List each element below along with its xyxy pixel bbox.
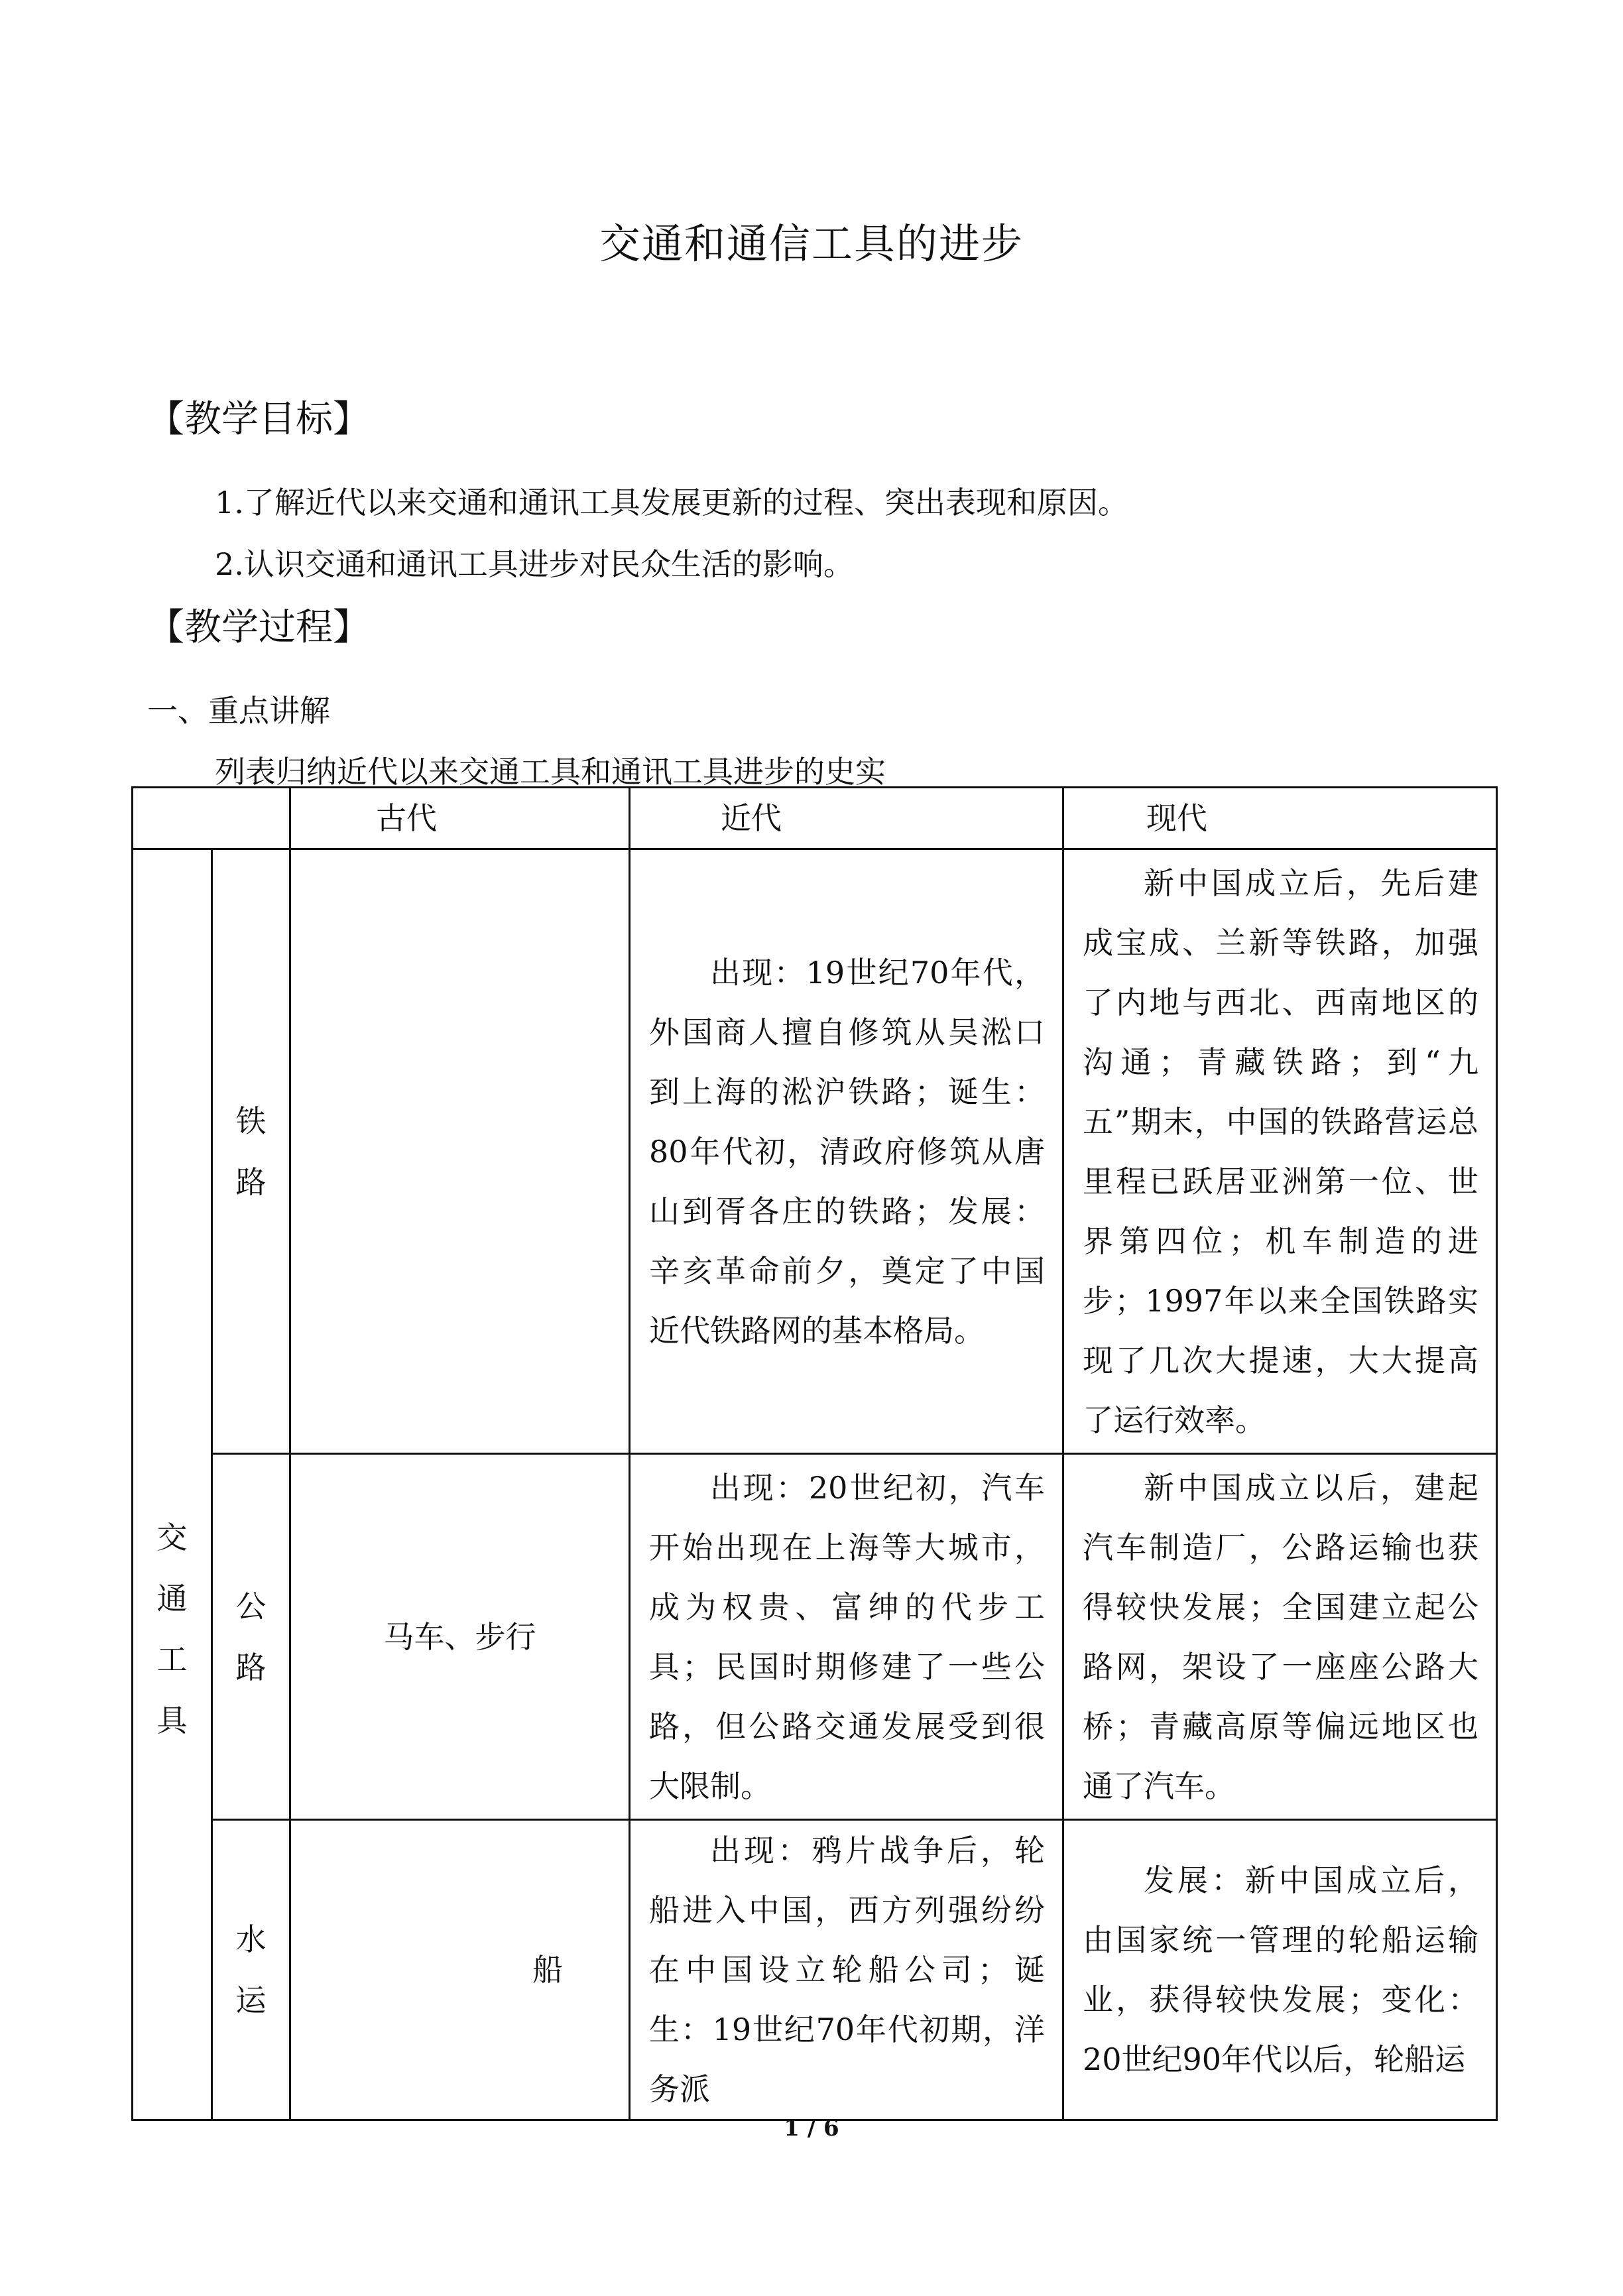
row-label-cell xyxy=(212,1454,290,1820)
header-ancient: 古代 xyxy=(290,788,630,849)
objective-item: 1.了解近代以来交通和通讯工具发展更新的过程、突出表现和原因。 xyxy=(215,485,1128,520)
section-heading-objectives: 【教学目标】 xyxy=(147,398,370,441)
contemporary-cell: 新中国成立以后，建起汽车制造厂，公路运输也获得较快发展；全国建立起公路网，架设了一座座公路大桥；青藏高原等偏远地区也通了汽车。 xyxy=(1063,1454,1497,1820)
row-label: 公路 xyxy=(235,1588,267,1685)
table-header-row xyxy=(133,788,1497,849)
page-title: 交通和通信工具的进步 xyxy=(599,219,1024,268)
table-row xyxy=(133,1454,1497,1820)
comparison-table xyxy=(131,786,1498,2121)
ancient-cell: 船 xyxy=(290,1820,630,2120)
objective-item: 2.认识交通和通讯工具进步对民众生活的影响。 xyxy=(215,546,854,582)
modern-era-cell: 出现：19世纪70年代，外国商人擅自修筑从吴淞口到上海的淞沪铁路；诞生：80年代初，清政府修筑从唐山到胥各庄的铁路；发展：辛亥革命前夕，奠定了中国近代铁路网的基本格局。 xyxy=(630,849,1063,1454)
ancient-cell xyxy=(290,849,630,1454)
modern-era-cell: 出现：鸦片战争后，轮船进入中国，西方列强纷纷在中国设立轮船公司；诞生：19世纪70年代初期，洋务派 xyxy=(630,1820,1063,2120)
row-label-cell xyxy=(212,1820,290,2120)
table-caption: 列表归纳近代以来交通工具和通讯工具进步的史实 xyxy=(215,754,886,790)
row-label: 水运 xyxy=(235,1921,267,2018)
page-number: 1 / 6 xyxy=(784,2115,839,2142)
table-row xyxy=(133,849,1497,1454)
header-modern-era: 近代 xyxy=(630,788,1063,849)
contemporary-cell: 发展：新中国成立后，由国家统一管理的轮船运输业，获得较快发展；变化：20世纪90年代以后，轮船运 xyxy=(1063,1820,1497,2120)
header-corner-cell xyxy=(133,788,290,849)
subsection-heading: 一、重点讲解 xyxy=(147,693,330,729)
row-label-cell xyxy=(212,849,290,1454)
row-label: 铁路 xyxy=(235,1103,267,1200)
category-label: 交通工具 xyxy=(156,1520,188,1738)
section-heading-process: 【教学过程】 xyxy=(147,606,370,649)
table-row xyxy=(133,1820,1497,2120)
modern-era-cell: 出现：20世纪初，汽车开始出现在上海等大城市，成为权贵、富绅的代步工具；民国时期修建了一些公路，但公路交通发展受到很大限制。 xyxy=(630,1454,1063,1820)
ancient-cell: 马车、步行 xyxy=(290,1454,630,1820)
category-cell xyxy=(133,849,212,2120)
contemporary-cell: 新中国成立后，先后建成宝成、兰新等铁路，加强了内地与西北、西南地区的沟通；青藏铁路；到“九五”期末，中国的铁路营运总里程已跃居亚洲第一位、世界第四位；机车制造的进步；1997年以来全国铁路实现了几次大提速，大大提高了运行效率。 xyxy=(1063,849,1497,1454)
header-contemporary: 现代 xyxy=(1063,788,1497,849)
